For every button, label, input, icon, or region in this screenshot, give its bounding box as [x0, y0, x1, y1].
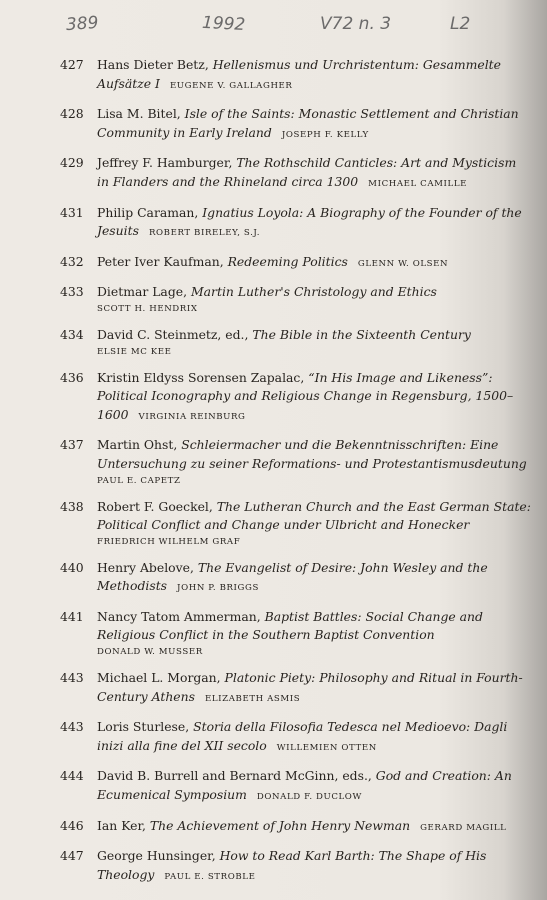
page-number: 429	[60, 155, 84, 171]
review-entry	[0, 283, 547, 316]
page-number: 431	[60, 204, 84, 220]
review-entry	[0, 718, 547, 757]
reviewer-name: GERARD MAGILL	[420, 822, 507, 833]
book-title: How to Read Karl Barth: The Shape of His Theology	[97, 848, 487, 882]
book-author: Robert F. Goeckel,	[97, 498, 217, 514]
page-number: 434	[60, 326, 84, 342]
review-entry	[0, 204, 547, 243]
book-title: The Lutheran Church and the East German State: Political Conflict and Change under Ulbricht and Honecker	[97, 498, 531, 533]
reviewer-name: ELSIE MC KEE	[97, 346, 172, 357]
review-entry	[0, 498, 547, 549]
book-author: Nancy Tatom Ammerman,	[97, 608, 265, 624]
book-author: Philip Caraman,	[97, 204, 203, 220]
page-number: 446	[60, 817, 84, 833]
book-title: Baptist Battles: Social Change and Religious Conflict in the Southern Baptist Convention	[97, 608, 483, 643]
page-number: 444	[60, 768, 84, 784]
book-title: Platonic Piety: Philosophy and Ritual in Fourth-Century Athens	[97, 670, 523, 704]
book-title: Schleiermacher und die Bekenntnisschriften: Eine Untersuchung zu seiner Reformations- und Protestantismusdeutung	[97, 437, 527, 471]
book-author: Martin Ohst,	[97, 437, 182, 453]
reviewer-name: DONALD W. MUSSER	[97, 647, 203, 658]
handwritten-note: 389	[65, 12, 100, 36]
review-list	[0, 56, 547, 896]
reviewer-name: PAUL E. CAPETZ	[97, 475, 181, 486]
review-entry	[0, 817, 547, 838]
book-title: Redeeming Politics	[227, 253, 348, 269]
page-number: 438	[60, 498, 84, 514]
reviewer-name: DONALD F. DUCLOW	[256, 792, 362, 803]
review-entry	[0, 105, 547, 144]
book-author: Kristin Eldyss Sorensen Zapalac,	[97, 369, 309, 385]
review-entry	[0, 608, 547, 659]
book-author: Michael L. Morgan,	[97, 670, 225, 686]
page-number: 443	[60, 719, 84, 735]
book-author: Hans Dieter Betz,	[97, 57, 213, 72]
reviewer-name: ELIZABETH ASMIS	[204, 693, 301, 704]
book-title: Hellenismus und Urchristentum: Gesammelte Aufsätze I	[97, 57, 501, 91]
book-title: Isle of the Saints: Monastic Settlement and Christian Community in Early Ireland	[97, 106, 519, 140]
reviewer-name: ROBERT BIRELEY, S.J.	[148, 228, 261, 239]
review-entry	[0, 326, 547, 359]
book-title: Storia della Filosofia Tedesca nel Medioevo: Dagli inizi alla fine del XII secolo	[97, 719, 508, 753]
page-number: 441	[60, 608, 84, 624]
page-number: 427	[60, 57, 84, 72]
review-entry	[0, 767, 547, 806]
reviewer-name: JOHN P. BRIGGS	[177, 583, 259, 594]
handwritten-note: V72 n. 3	[320, 14, 392, 34]
review-entry	[0, 559, 547, 598]
book-author: Loris Sturlese,	[97, 719, 194, 735]
page-number: 432	[60, 253, 84, 269]
book-author: Peter Iver Kaufman,	[97, 253, 228, 269]
page-number: 440	[60, 559, 84, 575]
handwritten-note: 1992	[201, 12, 246, 36]
reviewer-name: VIRGINIA REINBURG	[138, 411, 246, 422]
review-entry	[0, 369, 547, 427]
reviewer-name: GLENN W. OLSEN	[357, 258, 449, 269]
review-entry	[0, 669, 547, 708]
book-author: Ian Ker,	[97, 817, 150, 833]
book-title: The Bible in the Sixteenth Century	[252, 326, 471, 342]
reviewer-name: WILLEMIEN OTTEN	[276, 742, 377, 753]
book-title: Martin Luther's Christology and Ethics	[190, 284, 437, 300]
reviewer-name: FRIEDRICH WILHELM GRAF	[97, 536, 241, 547]
reviewer-name: SCOTT H. HENDRIX	[97, 303, 198, 314]
handwritten-note: L2	[450, 14, 471, 34]
page-number: 437	[60, 437, 84, 453]
book-title: The Achievement of John Henry Newman	[149, 817, 411, 833]
book-author: Jeffrey F. Hamburger,	[97, 155, 237, 171]
book-author: David B. Burrell and Bernard McGinn, eds.,	[97, 768, 376, 784]
page-number: 447	[60, 848, 84, 864]
book-author: Dietmar Lage,	[97, 284, 191, 300]
reviewer-name: MICHAEL CAMILLE	[368, 178, 468, 189]
book-title: The Rothschild Canticles: Art and Mysticism in Flanders and the Rhineland circa 1300	[97, 155, 517, 189]
book-title: God and Creation: An Ecumenical Symposium	[97, 768, 512, 803]
reviewer-name: PAUL E. STROBLE	[164, 871, 256, 882]
review-entry	[0, 154, 547, 193]
book-author: Henry Abelove,	[97, 559, 198, 575]
review-entry	[0, 436, 547, 487]
book-author: Lisa M. Bitel,	[97, 106, 185, 122]
book-title: “In His Image and Likeness”: Political Iconography and Religious Change in Regensburg, 1500–1600	[97, 369, 514, 422]
review-entry	[0, 847, 547, 886]
book-title: Ignatius Loyola: A Biography of the Founder of the Jesuits	[97, 204, 522, 239]
page-number: 428	[60, 106, 84, 122]
review-entry	[0, 56, 547, 95]
book-title: The Evangelist of Desire: John Wesley and the Methodists	[97, 559, 488, 594]
handwritten-notes	[0, 10, 547, 42]
book-author: David C. Steinmetz, ed.,	[97, 326, 253, 342]
page-number: 433	[60, 284, 84, 300]
page-number: 436	[60, 369, 84, 385]
reviewer-name: JOSEPH F. KELLY	[281, 129, 369, 140]
page-number: 443	[60, 670, 84, 686]
book-author: George Hunsinger,	[97, 848, 220, 864]
reviewer-name: EUGENE V. GALLAGHER	[169, 80, 293, 91]
review-entry	[0, 253, 547, 274]
